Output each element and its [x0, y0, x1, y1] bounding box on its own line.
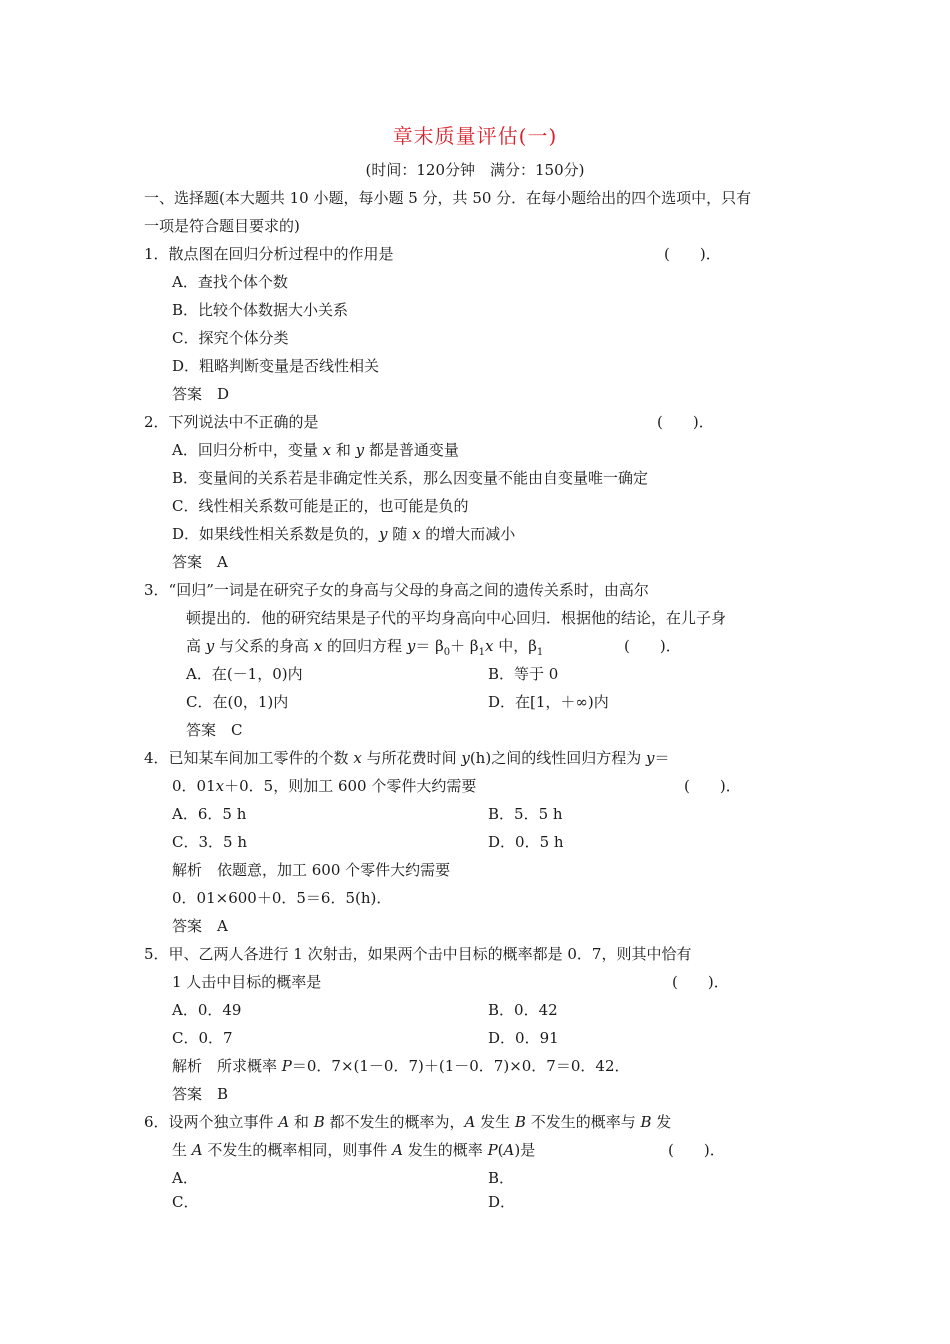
q4-stem-line-1: 4．已知某车间加工零件的个数 x 与所花费时间 y(h)之间的线性回归方程为 y＝ — [144, 749, 670, 767]
q5-option-b: B．0．42 — [488, 1001, 558, 1019]
section-heading-line-2: 一项是符合题目要求的) — [144, 217, 300, 235]
q4-option-c: C．3．5 h — [172, 833, 247, 851]
q1-option-b: B．比较个体数据大小关系 — [172, 301, 349, 319]
q6-option-a: A． — [172, 1169, 198, 1187]
q3-answer-blank: ( )． — [624, 637, 681, 655]
q1-answer-blank: ( )． — [664, 245, 721, 263]
q3-option-d: D．在[1，＋∞)内 — [488, 693, 609, 711]
q5-stem-line-1: 5．甲、乙两人各进行 1 次射击，如果两个击中目标的概率都是 0．7，则其中恰有 — [144, 945, 692, 963]
q6-stem-line-2: 生 A 不发生的概率相同，则事件 A 发生的概率 P(A)是 — [172, 1141, 536, 1159]
q6-answer-blank: ( )． — [668, 1141, 725, 1159]
q4-stem-line-2: 0．01x＋0．5，则加工 600 个零件大约需要 — [172, 777, 477, 795]
q2-answer-blank: ( )． — [657, 413, 714, 431]
q6-option-d: D． — [488, 1193, 516, 1211]
q6-option-b: B． — [488, 1169, 515, 1187]
q1-option-c: C．探究个体分类 — [172, 329, 289, 347]
page-title: 章末质量评估(一) — [392, 124, 558, 148]
q3-option-b: B．等于 0 — [488, 665, 559, 683]
q4-option-d: D．0．5 h — [488, 833, 564, 851]
q4-answer: 答案 A — [172, 917, 228, 935]
q5-option-c: C．0．7 — [172, 1029, 233, 1047]
q4-option-a: A．6．5 h — [172, 805, 247, 823]
q2-stem: 2．下列说法中不正确的是 — [144, 413, 319, 431]
q5-option-d: D．0．91 — [488, 1029, 559, 1047]
q3-option-a: A．在(－1，0)内 — [186, 665, 303, 683]
q5-stem-line-2: 1 人击中目标的概率是 — [172, 973, 322, 991]
q5-analysis: 解析 所求概率 P＝0．7×(1－0．7)＋(1－0．7)×0．7＝0．42． — [172, 1057, 630, 1075]
q2-option-d: D．如果线性相关系数是负的，y 随 x 的增大而减小 — [172, 525, 516, 543]
q1-stem: 1．散点图在回归分析过程中的作用是 — [144, 245, 394, 263]
q2-option-a: A．回归分析中，变量 x 和 y 都是普通变量 — [172, 441, 459, 459]
section-heading-line-1: 一、选择题(本大题共 10 小题，每小题 5 分，共 50 分．在每小题给出的四个选项中，只有 — [144, 189, 752, 207]
q1-option-d: D．粗略判断变量是否线性相关 — [172, 357, 380, 375]
q4-answer-blank: ( )． — [684, 777, 741, 795]
q5-option-a: A．0．49 — [172, 1001, 242, 1019]
q1-option-a: A．查找个体个数 — [172, 273, 288, 291]
q3-stem-line-2: 顿提出的．他的研究结果是子代的平均身高向中心回归．根据他的结论，在儿子身 — [186, 609, 727, 627]
q3-answer: 答案 C — [186, 721, 243, 739]
q4-analysis-line-2: 0．01×600＋0．5＝6．5(h)． — [172, 889, 392, 907]
q3-stem-line-3: 高 y 与父系的身高 x 的回归方程 $y= \beta_0+ \beta_1x$ 中，$\beta_1$ — [186, 637, 544, 658]
q6-option-c: C． — [172, 1193, 199, 1211]
q4-analysis-line-1: 解析 依题意，加工 600 个零件大约需要 — [172, 861, 451, 879]
q2-option-b: B．变量间的关系若是非确定性关系，那么因变量不能由自变量唯一确定 — [172, 469, 649, 487]
q3-option-c: C．在(0，1)内 — [186, 693, 289, 711]
q2-answer: 答案 A — [172, 553, 228, 571]
q5-answer: 答案 B — [172, 1085, 229, 1103]
q3-stem-line-1: 3．“回归”一词是在研究子女的身高与父母的身高之间的遗传关系时，由高尔 — [144, 581, 649, 599]
q1-answer: 答案 D — [172, 385, 230, 403]
page-subtitle: (时间：120分钟 满分：150分) — [365, 161, 585, 179]
q6-stem-line-1: 6．设两个独立事件 A 和 B 都不发生的概率为，A 发生 B 不发生的概率与 B 发 — [144, 1113, 672, 1131]
q5-answer-blank: ( )． — [672, 973, 729, 991]
q4-option-b: B．5．5 h — [488, 805, 563, 823]
q2-option-c: C．线性相关系数可能是正的，也可能是负的 — [172, 497, 469, 515]
